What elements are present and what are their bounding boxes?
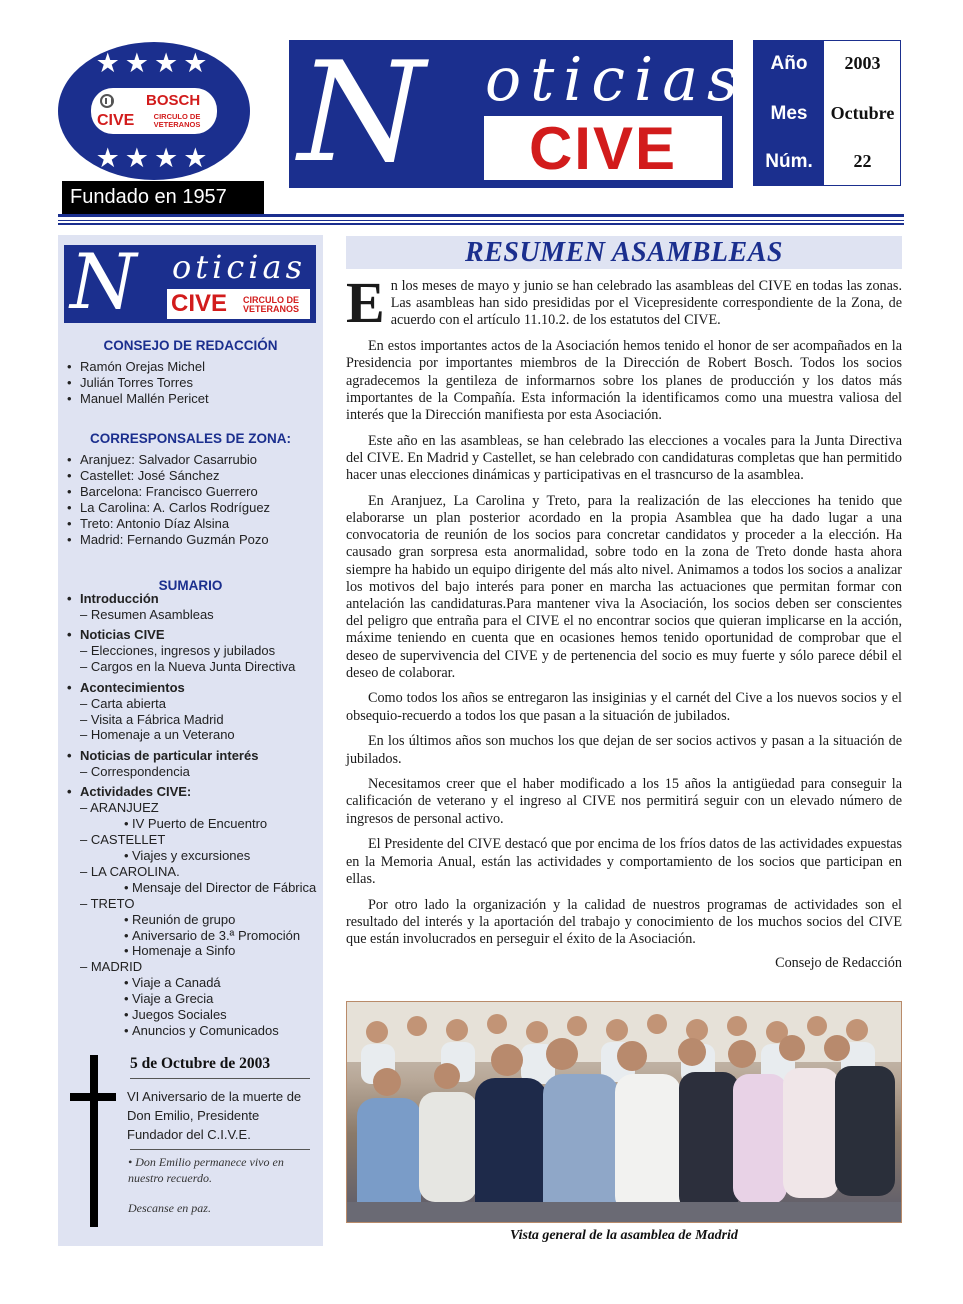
assembly-photo [346, 1001, 902, 1223]
paragraph: Necesitamos creer que el haber modificado a los 15 años la antigüedad para conseguir la calificación de veterano y el ingreso al CIVE nos permitirá seguir con un elevado número de ingresos de personal activo. [346, 776, 902, 827]
sumario-entry: – Visita a Fábrica Madrid [80, 711, 224, 727]
divider [130, 1149, 310, 1150]
drop-cap: E [346, 270, 385, 335]
paragraph: Este año en las asambleas, se han celebrado las elecciones a vocales para la Junta Directiva del CIVE. En Madrid y Castellet, se han celebrado con candidaturas completas que han permitido hacer unas elecciones dinámicas y participativas en el trasncurso de la asamblea. [346, 432, 902, 484]
list-item: • Madrid: Fernando Guzmán Pozo [66, 532, 270, 548]
sumario-subentry: • Homenaje a Sinfo [66, 943, 316, 959]
photo-caption: Vista general de la asamblea de Madrid [510, 1228, 738, 1243]
logo-club: CIVE [97, 112, 135, 129]
article-body [346, 270, 902, 980]
paragraph: En estos importantes actos de la Asociación hemos tenido el honor de ser acompañados en la Presidencia por importantes miembros de la Dirección de Robert Bosch. Todos los socios agradecemos la gentileza de informarnos sobre los planes de producción y los datos más importantes de la Compañía. Esta información la identificamos como una muestra valiosa del interés que la Dirección manifiesta por esta Asociación. [346, 338, 902, 423]
sumario-subentry: • Mensaje del Director de Fábrica [66, 880, 316, 896]
sumario-section: • Acontecimientos [66, 680, 316, 696]
sumario-section: • Noticias CIVE [66, 627, 316, 643]
bosch-cive-logo [58, 42, 250, 180]
title-initial: N [297, 32, 425, 193]
founded-label: Fundado en 1957 [62, 181, 264, 214]
year-value: 2003 [844, 53, 881, 73]
title-rest: oticias [485, 45, 747, 115]
sumario-subentry: • Viaje a Canadá [66, 975, 316, 991]
memorial-quote: • Don Emilio permanece vivo en nuestro recuerdo. [128, 1155, 284, 1185]
sumario-list [66, 591, 316, 1039]
paragraph: Como todos los años se entregaron las insiginias y el carnét del Cive a los nuevos socios y el obsequio-recuerdo a todos los que pasan a la situación de jubilados. [346, 690, 902, 724]
month-label: Mes [770, 103, 808, 124]
sumario-entry: – Resumen Asambleas [80, 606, 214, 622]
bosch-armature-icon [100, 94, 114, 108]
logo-subtitle: CIRCULO DE VETERANOS [153, 112, 201, 129]
list-item: • Ramón Orejas Michel [66, 359, 209, 375]
memorial-text: VI Aniversario de la muerte de Don Emilio, Presidente Fundador del C.I.V.E. [127, 1089, 302, 1142]
sumario-entry: – Carta abierta [80, 695, 166, 711]
logo-badge [91, 88, 217, 134]
stars-top-icon: ★★★★ [95, 48, 213, 79]
paragraph: Por otro lado la organización y la calidad de nuestros programas de actividades son el resultado del interés y la aportación del trabajo y conocimiento de los muchos socios del CIVE que están involucrados en perseguir el éxito de la Asociación. [346, 896, 902, 947]
sumario-subentry: • Anuncios y Comunicados [66, 1023, 316, 1039]
sumario-entry: – ARANJUEZ [80, 800, 159, 816]
list-item: • Castellet: José Sánchez [66, 468, 270, 484]
number-value: 22 [853, 151, 872, 171]
signature: Consejo de Redacción [775, 954, 902, 971]
sumario-entry: – Correspondencia [80, 763, 190, 779]
number-label: Núm. [765, 151, 813, 172]
article-title-bar [346, 236, 902, 269]
sumario-entry: – Homenaje a un Veterano [80, 727, 235, 743]
sumario-section: • Noticias de particular interés [66, 748, 316, 764]
newsletter-title [289, 32, 747, 193]
list-item: • La Carolina: A. Carlos Rodríguez [66, 500, 270, 516]
sidebar-logo: N oticias CIVE CIRCULO DE VETERANOS [64, 245, 316, 323]
corresponsales-list [66, 452, 270, 548]
stars-bottom-icon: ★★★★ [95, 143, 213, 174]
sumario-section: • Actividades CIVE: [66, 784, 316, 800]
year-label: Año [770, 53, 808, 74]
sumario-section: • Introducción [66, 591, 316, 607]
list-item: • Barcelona: Francisco Guerrero [66, 484, 270, 500]
corresponsales-heading: CORRESPONSALES DE ZONA: [89, 431, 292, 446]
list-item: • Manuel Mallén Pericet [66, 391, 209, 407]
sumario-entry: – Cargos en la Nueva Junta Directiva [80, 659, 296, 675]
header-rule-thin [58, 220, 904, 221]
paragraph: En los meses de mayo y junio se han celebrado las asambleas del CIVE en todas las zonas. Las asambleas han sido presididas por el Vicepresidente correspondiente de la Zona, de acuerdo con el artículo 11.10.2. de los estatutos del CIVE. [346, 270, 902, 335]
memorial-rest: Descanse en paz. [128, 1201, 211, 1215]
sumario-entry: – LA CAROLINA. [80, 863, 180, 879]
list-item: • Aranjuez: Salvador Casarrubio [66, 452, 270, 468]
sumario-entry: – Elecciones, ingresos y jubilados [80, 643, 276, 659]
memorial-date: 5 de Octubre de 2003 [130, 1055, 271, 1072]
article-title: RESUMEN ASAMBLEAS [465, 237, 783, 268]
sumario-subentry: • Juegos Sociales [66, 1007, 316, 1023]
divider [130, 1078, 310, 1079]
consejo-heading: CONSEJO DE REDACCIÓN [103, 338, 278, 353]
issue-info [753, 40, 901, 186]
sidebar [58, 235, 323, 1246]
audience-illustration [347, 1002, 902, 1223]
list-item: • Treto: Antonio Díaz Alsina [66, 516, 270, 532]
sumario-subentry: • Viaje a Grecia [66, 991, 316, 1007]
list-item: • Julián Torres Torres [66, 375, 209, 391]
sumario-subentry: • Aniversario de 3.ª Promoción [66, 928, 316, 944]
sumario-entry: – CASTELLET [80, 832, 166, 848]
sumario-heading: SUMARIO [158, 578, 223, 593]
month-value: Octubre [830, 103, 895, 123]
sumario-subentry: • IV Puerto de Encuentro [66, 816, 316, 832]
logo-brand: BOSCH [146, 92, 201, 109]
sumario-entry: – TRETO [80, 895, 135, 911]
sumario-subentry: • Viajes y excursiones [66, 848, 316, 864]
cross-icon [90, 1055, 98, 1227]
paragraph: El Presidente del CIVE destacó que por encima de los fríos datos de las actividades expuestas en la Memoria Anual, están las actividades y comportamiento de los socios que participan en ellas. [346, 836, 902, 887]
header-rule-bottom [58, 223, 904, 225]
header-rule-top [58, 214, 904, 217]
sumario-entry: – MADRID [80, 959, 143, 975]
sumario-subentry: • Reunión de grupo [66, 912, 316, 928]
paragraph: En los últimos años son muchos los que dejan de ser socios activos y pasan a la situación de jubilados. [346, 733, 902, 767]
title-cive-panel [484, 116, 722, 180]
consejo-list [66, 359, 209, 407]
paragraph: En Aranjuez, La Carolina y Treto, para la realización de las elecciones ha tenido que elaborarse un plan posterior acordado en la propia Asamblea que ha dado lugar a una convocatoria de reunión de los socios para concretar candidatos y proceder a la elección. Ha causado gran sorpresa esta anormalidad, sobre todo en la zona de Treto donde hasta ahora siempre ha habido un equipo dirigente del más alto nivel. Animamos a todos los socios a analizar los motivos del bajo interés para poner en marcha las actuaciones que permitan formar con antelación las candidaturas.Para mantener viva la Asociación, los socios deben ser conscientes del peligro que entraña para el CIVE el no encontrar socios que quieran implicarse en la acción, máxime teniendo en cuenta que en ocasiones hemos tenido oportunidad de comprobar que el deseo de supervivencia del CIVE y de pertenencia del socio es muy fuerte y sólo parece débil el deseo de colaborar. [346, 492, 902, 681]
title-cive: CIVE [528, 115, 678, 182]
